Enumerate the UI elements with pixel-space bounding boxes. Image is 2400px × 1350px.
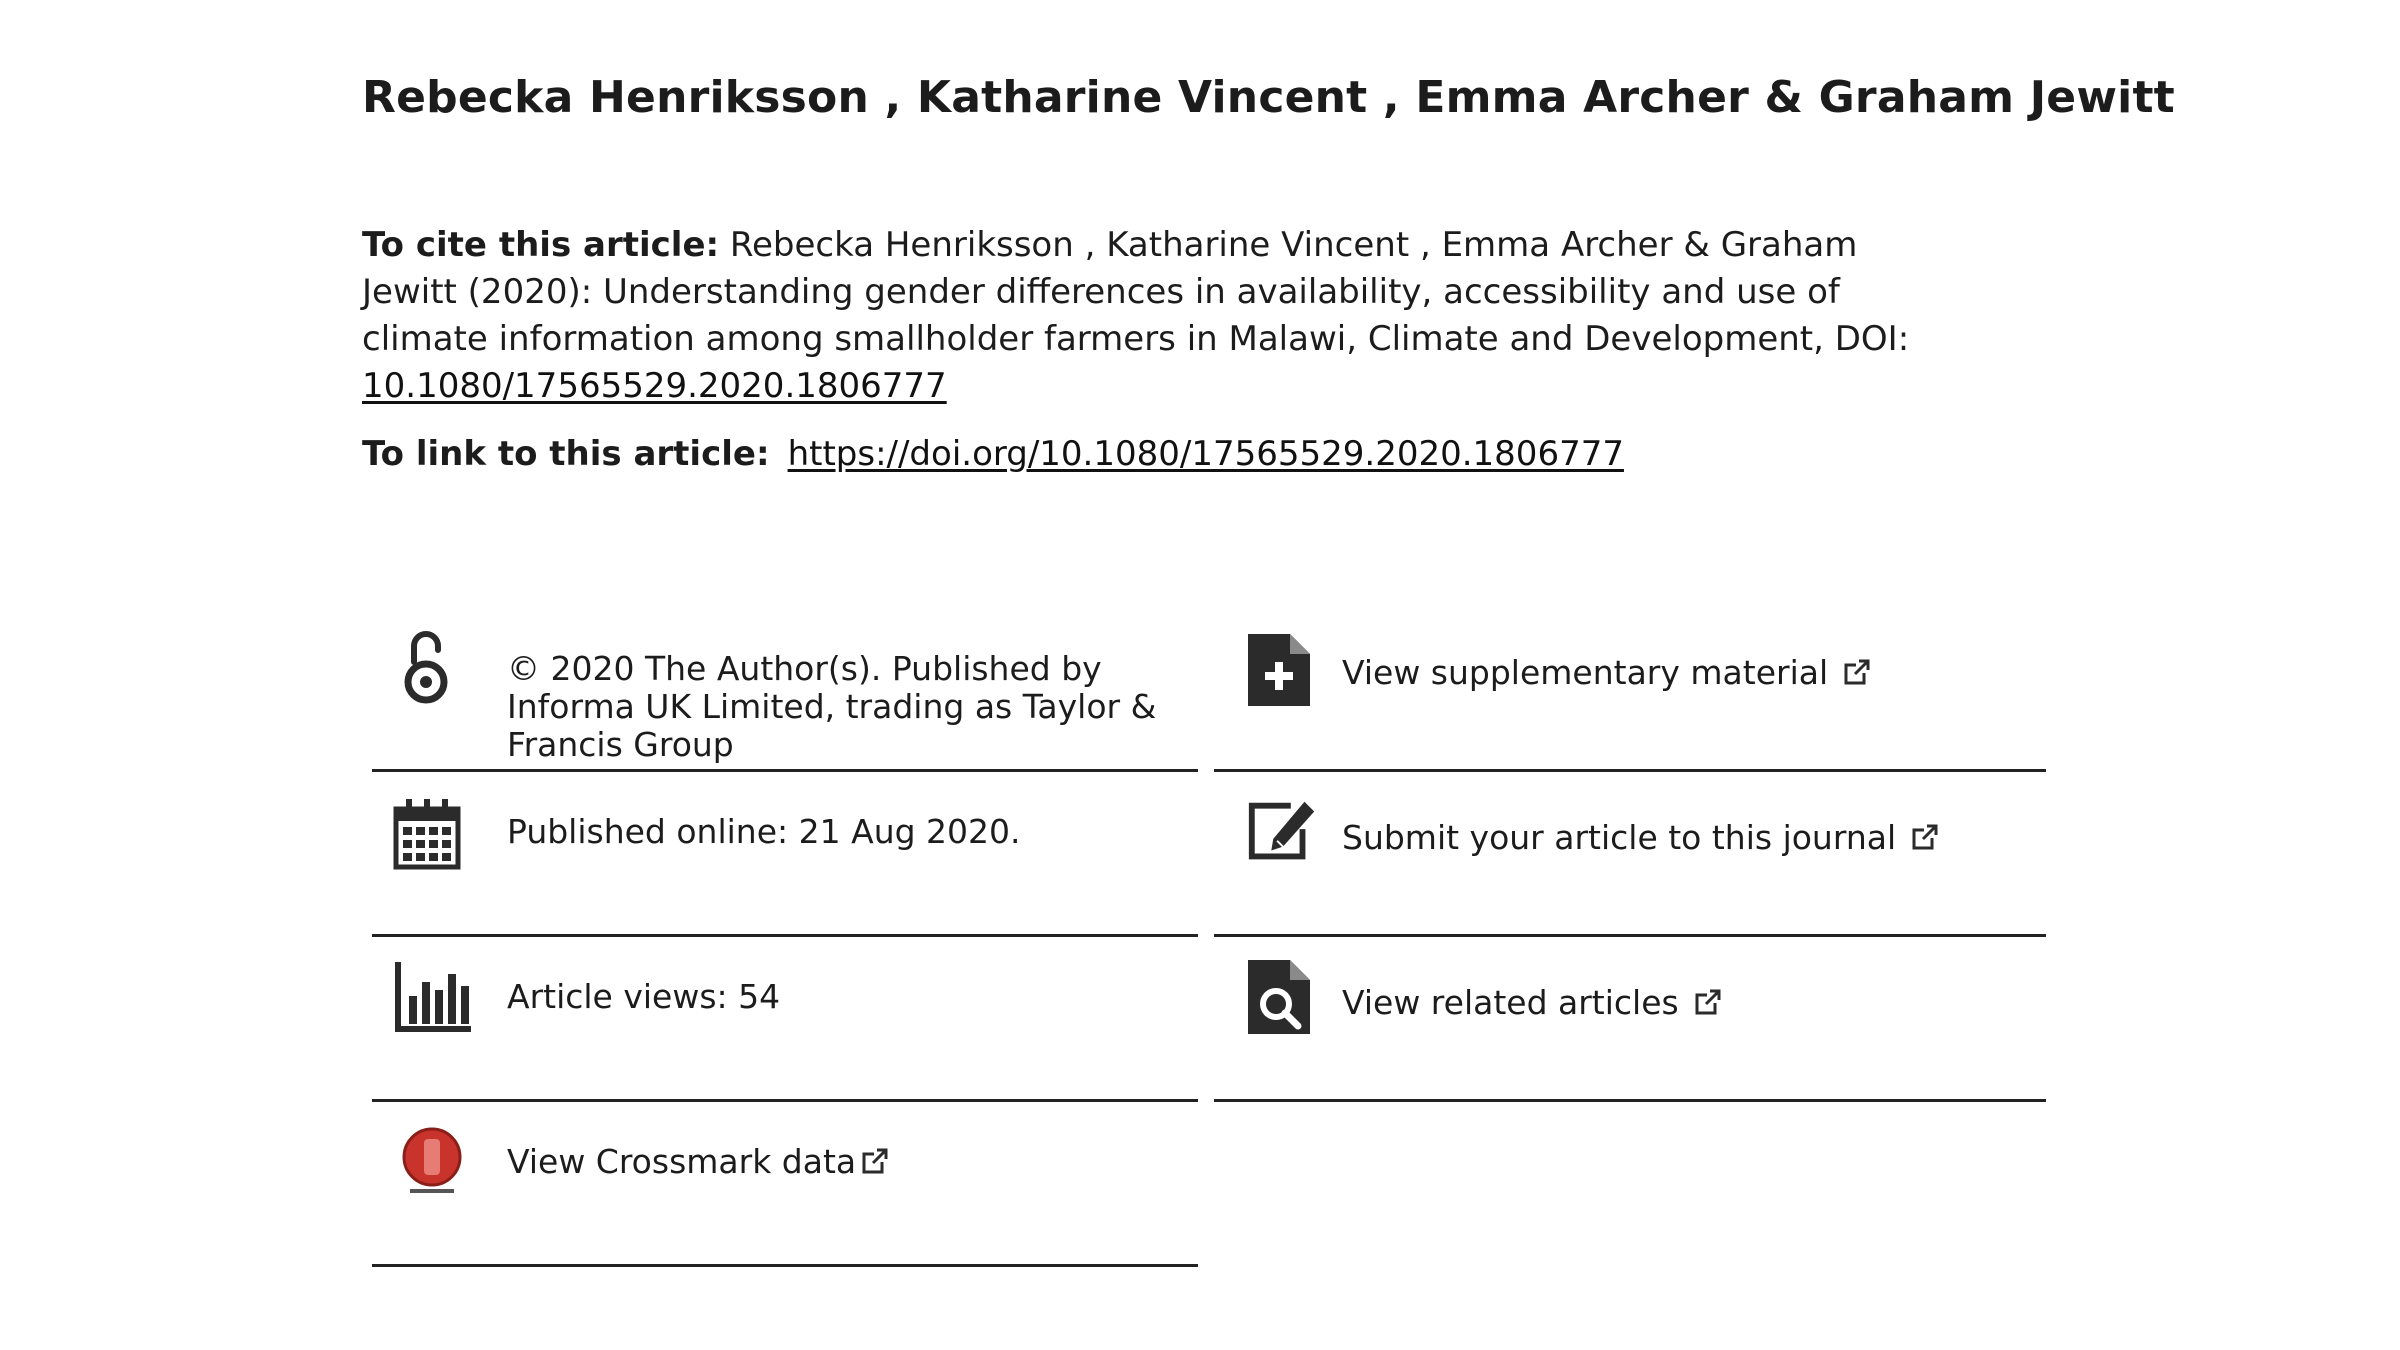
related-cell[interactable]: [1214, 950, 2046, 1102]
supplementary-cell[interactable]: [1214, 620, 2046, 772]
open-access-lock-icon: [392, 628, 464, 708]
bar-chart-icon: [392, 958, 474, 1038]
external-link-icon: [1693, 987, 1723, 1017]
file-plus-icon: [1244, 632, 1316, 712]
views-cell: [372, 950, 1198, 1102]
crossmark-link[interactable]: [507, 1143, 890, 1181]
article-link-lead: To link to this article:: [362, 434, 770, 474]
file-search-icon: [1244, 958, 1316, 1038]
article-link-line: [362, 434, 1624, 474]
article-doi-url[interactable]: https://doi.org/10.1080/17565529.2020.1806777: [787, 434, 1624, 474]
submit-cell[interactable]: [1214, 785, 2046, 937]
external-link-icon: [860, 1146, 890, 1176]
citation-text: Rebecka Henriksson , Katharine Vincent , Emma Archer & Graham Jewitt (2020): Understanding gender differences in availability, accessibility and use of climate information among smallholder farmers in Malawi, Climate and Development, DOI:: [362, 225, 1910, 359]
submit-article-link[interactable]: [1342, 819, 1940, 857]
crossmark-icon: [392, 1123, 472, 1203]
external-link-icon: [1842, 657, 1872, 687]
calendar-icon: [392, 795, 464, 875]
copyright-text: © 2020 The Author(s). Published by Informa UK Limited, trading as Taylor & Francis Group: [507, 649, 1157, 764]
supplementary-link[interactable]: [1342, 654, 1872, 692]
related-articles-link[interactable]: [1342, 984, 1723, 1022]
supplementary-label: View supplementary material: [1342, 653, 1829, 692]
crossmark-label: View Crossmark data: [507, 1142, 857, 1181]
related-articles-label: View related articles: [1342, 983, 1679, 1022]
published-cell: [372, 785, 1198, 937]
author-list: Rebecka Henriksson , Katharine Vincent , Emma Archer & Graham Jewitt: [362, 72, 2175, 123]
crossmark-cell[interactable]: [372, 1115, 1198, 1267]
published-online-text: Published online: 21 Aug 2020.: [507, 812, 1021, 851]
citation-doi-link[interactable]: 10.1080/17565529.2020.1806777: [362, 366, 947, 406]
citation-block: [362, 222, 1922, 410]
external-link-icon: [1910, 822, 1940, 852]
edit-icon: [1244, 793, 1322, 873]
submit-article-label: Submit your article to this journal: [1342, 818, 1897, 857]
citation-lead: To cite this article:: [362, 225, 720, 265]
open-access-cell: [372, 620, 1198, 772]
article-views-text: Article views: 54: [507, 977, 781, 1016]
